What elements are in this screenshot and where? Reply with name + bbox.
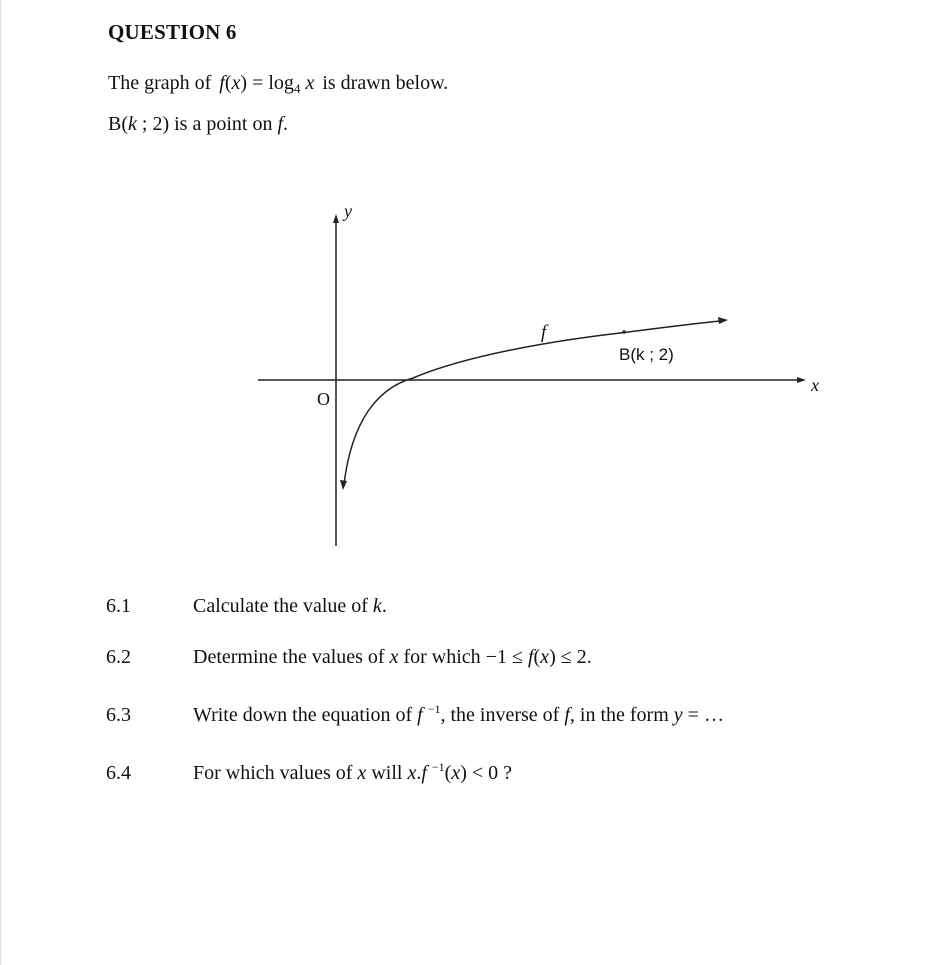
question-number-6-4: 6.4	[106, 762, 131, 784]
q2-mid: for which −1 ≤	[398, 646, 528, 668]
q3-form: , in the form	[569, 704, 674, 726]
x-axis-label: x	[811, 375, 819, 395]
q3-mid: , the inverse of	[440, 704, 565, 726]
q2-paren: (	[533, 646, 541, 668]
intro-log-arg: x	[305, 72, 315, 94]
q2-x: x	[389, 646, 399, 668]
q4-will: will	[366, 762, 408, 784]
intro-f: f	[219, 72, 225, 94]
curve-arrow-down	[340, 480, 347, 490]
question-number-6-3: 6.3	[106, 704, 131, 726]
question-text-6-1	[193, 595, 387, 618]
intro-line1-pre: The graph of	[108, 72, 212, 94]
intro-paren-close: )	[240, 72, 248, 94]
q4-inverse-sup: −1	[431, 760, 445, 774]
q4-dot: .	[416, 762, 422, 784]
q2-text: Determine the values of	[193, 646, 390, 668]
q3-inverse-sup: −1	[427, 702, 441, 716]
q4-f: f	[421, 762, 427, 784]
q4-x3: x	[451, 762, 461, 784]
q3-y: y	[673, 704, 683, 726]
q3-text: Write down the equation of	[193, 704, 418, 726]
q3-f: f	[417, 704, 423, 726]
intro-paren-open: (	[224, 72, 232, 94]
intro-line2-f: f	[277, 113, 283, 135]
q4-end: ) < 0 ?	[460, 762, 513, 784]
q4-paren: (	[444, 762, 452, 784]
q2-end: ) ≤ 2.	[549, 646, 592, 668]
intro-var: x	[231, 72, 241, 94]
question-heading: QUESTION 6	[108, 20, 237, 44]
q4-x2: x	[407, 762, 417, 784]
intro-line2-pre: B(	[108, 113, 128, 135]
question-number-6-2: 6.2	[106, 646, 131, 668]
q1-k: k	[372, 595, 382, 617]
y-axis-label: y	[344, 201, 352, 221]
q1-text: Calculate the value of	[193, 595, 373, 617]
curve-arrow-right	[718, 317, 728, 324]
curve-label: f	[541, 322, 547, 343]
point-b-label: B(k ; 2)	[619, 345, 674, 364]
point-b-dot	[622, 330, 626, 334]
q4-x: x	[357, 762, 367, 784]
question-number-6-1: 6.1	[106, 595, 131, 617]
question-text-6-3	[193, 704, 724, 727]
intro-line1-post: is drawn below.	[322, 72, 449, 94]
x-axis-arrow	[797, 377, 806, 383]
question-text-6-4	[193, 762, 512, 785]
q2-x2: x	[540, 646, 550, 668]
q4-text: For which values of	[193, 762, 358, 784]
question-text-6-2	[193, 646, 592, 669]
q2-f: f	[527, 646, 534, 668]
y-axis-arrow	[333, 214, 339, 223]
q3-end: = …	[682, 704, 724, 726]
q1-end: .	[381, 595, 387, 617]
intro-line2-end: .	[283, 113, 288, 135]
intro-line2-mid: ; 2) is a point on	[136, 113, 273, 135]
origin-label: O	[317, 389, 330, 409]
q3-space	[423, 704, 428, 726]
intro-equals-log: = log	[247, 72, 294, 94]
intro-line2-k: k	[128, 113, 137, 135]
q3-f2: f	[564, 704, 570, 726]
intro-log-base: 4	[293, 81, 301, 96]
